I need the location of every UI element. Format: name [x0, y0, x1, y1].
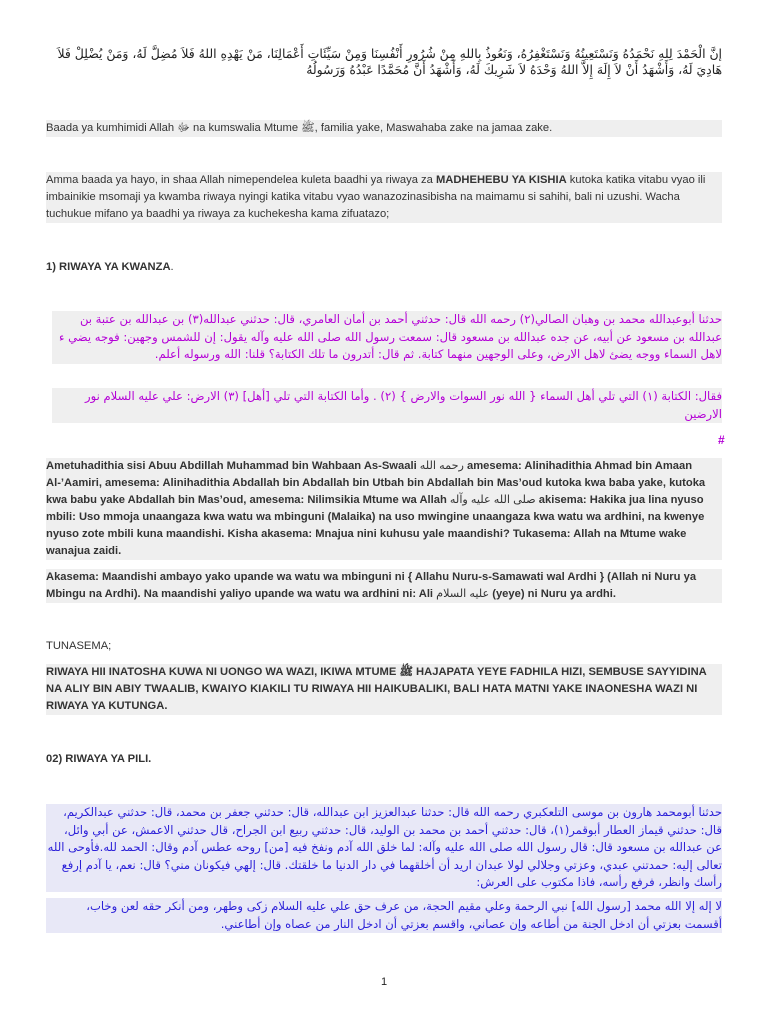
heading-riwaya-kwanza: 1) RIWAYA YA KWANZA. [46, 261, 174, 273]
heading-riwaya-pili: 02) RIWAYA YA PILI. [46, 753, 152, 765]
intro-greeting-paragraph: Baada ya kumhimidi Allah ﷻ na kumswalia Mtume ﷺ, familia yake, Maswahaba zake na jamaa zake. [46, 120, 722, 137]
hash-mark: # [718, 433, 725, 447]
swahili-riwaya-1-part-1: Ametuhadithia sisi Abuu Abdillah Muhammad bin Wahbaan As-Swaali رحمه الله amesema: Alinihadithia Ahmad bin Amaan Al-’Aamiri, amesema: Alinihadithia Abdallah bin Abdallah bin Utbah bin Abdallah bin Mas’oud kutoka kwa baba yake, kutoka kwa babu yake Abdallah bin Mas’oud, amesema: Nilimsikia Mtume wa Allah صلى الله عليه وآله akisema: Hakika jua lina nyuso mbili: Uso mmoja unaangaza kwa watu wa mbinguni (Malaika) na uso mwingine unaangaza kwa watu wa ardhini, na kwenye nyuso zote mbili kuna maandishi. Kisha akasema: Mnajua nini kuhusu yale maandishi? Tukasema: Allah na Mtume wake wanajua zaidi. [46, 458, 722, 560]
arabic-riwaya-1-part-2: فقال: الكتابة (١) التي تلي أهل السماء { الله نور السوات والارض } (٢) . وأما الكتابة التي تلي [أهل] (٣) الارض: علي عليه السلام نور الارضين [52, 388, 722, 423]
amma-paragraph: Amma baada ya hayo, in shaa Allah nimependelea kuleta baadhi ya riwaya za MADHEHEBU YA KISHIA kutoka katika vitabu vyao ili imbainikie msomaji ya kwamba riwaya nyingi katika vitabu vyao wanazozinasibisha na maimamu si sahihi, bali ni uzushi. Wacha tuchukue mifano ya baadhi ya riwaya za kuchekesha kama zifuatazo; [46, 172, 722, 223]
swahili-riwaya-1-part-2: Akasema: Maandishi ambayo yako upande wa watu wa mbinguni ni { Allahu Nuru-s-Samawati wal Ardhi } (Allah ni Nuru ya Mbingu na Ardhi). Na maandishi yaliyo upande wa watu wa ardhini ni: Ali عليه السلام (yeye) ni Nuru ya ardhi. [46, 569, 722, 603]
tunasema-label: TUNASEMA; [46, 640, 112, 652]
arabic-riwaya-2-part-1: حدثنا أبومحمد هارون بن موسى التلعكبري رحمه الله قال: حدثنا عبدالعزيز ابن عبدالله، قال: حدثني جعفر بن محمد، قال: حدثني عبدالكريم، قال: حدثني قيماز العطار أبوقمر(١)، قال: حدثني أحمد بن محمد بن الوليد، قال: حدثني ربيع ابن الجراح، قال حدثني الاعمش، عن أبي وائل، عن عبدالله بن مسعود قال: قال رسول الله صلى الله عليه وآله: لما خلق الله آدم ونفخ فيه [من] روحه عطس آدم وقال: الحمد لله.فأوحى الله تعالى إليه: حمدتني عبدي، وعزتي وجلالي لولا عبدان اريد أن أخلقهما في دار الدنيا ما خلقتك. قال: إلهي فيكونان مني؟ قال: نعم، يا آدم إرفع رأسك وانظر، فرفع رأسه، فاذا مكتوب على العرش: [46, 804, 722, 892]
conclusion-paragraph: RIWAYA HII INATOSHA KUWA NI UONGO WA WAZI, IKIWA MTUME ﷺ HAJAPATA YEYE FADHILA HIZI, SEMBUSE SAYYIDINA NA ALIY BIN ABIY TWAALIB, KWAIYO KIAKILI TU RIWAYA HII HAIKUBALIKI, BALI HATA MATNI YAKE INAONESHA WAZI NI RIWAYA YA KUTUNGA. [46, 664, 722, 715]
madhehebu-highlight: MADHEHEBU YA KISHIA [435, 174, 567, 186]
arabic-riwaya-1-part-1: حدثنا أبوعبدالله محمد بن وهبان الصالي(٢) رحمه الله قال: حدثني أحمد بن أمان العامري، قال: حدثني عبدالله(٣) بن عبدالله بن عتبة بن عبدالله بن مسعود عن أبيه، عن جده عبدالله بن مسعود قال: سمعت رسول الله صلى الله عليه وآله يقول: إن للشمس وجهين: فوجه يضي ء لاهل السماء ووجه يضئ لاهل الارض، وعلى الوجهين منهما كتابة. ثم قال: أتدرون ما تلك الكتابة؟ قلنا: الله ورسوله أعلم. [52, 311, 722, 364]
arabic-opening-supplication: إنَّ الْحَمْدَ لِلهِ نَحْمَدُهُ وَنَسْتَعِينُهُ وَنَسْتَغْفِرُهُ، وَنَعُوذُ بِاللهِ مِنْ شُرُورِ أَنْفُسِنَا وَمِنْ سَيِّئَاتِ أَعْمَالِنَا، مَنْ يَهْدِهِ اللهُ فَلاَ مُضِلَّ لَهُ، وَمَنْ يُضْلِلْ فَلاَ هَادِيَ لَهُ، وَأَشْهَدُ أَنْ لاَ إِلَهَ إِلاَّ اللهُ وَحْدَهُ لاَ شَرِيكَ لَهُ، وَأَشْهَدُ أَنَّ مُحَمَّدًا عَبْدُهُ وَرَسُولُهُ [57, 46, 722, 77]
page-number: 1 [380, 976, 388, 988]
arabic-riwaya-2-part-2: لا إله إلا الله محمد [رسول الله] نبي الرحمة وعلي مقيم الحجة، من عرف حق علي عليه السلام زكى وطهر، ومن أنكر حقه لعن وخاب، أقسمت بعزتي أن ادخل الجنة من أطاعه وإن عصاني، واقسم بعزتي أن ادخل النار من عصاه وإن أطاعني. [46, 898, 722, 933]
